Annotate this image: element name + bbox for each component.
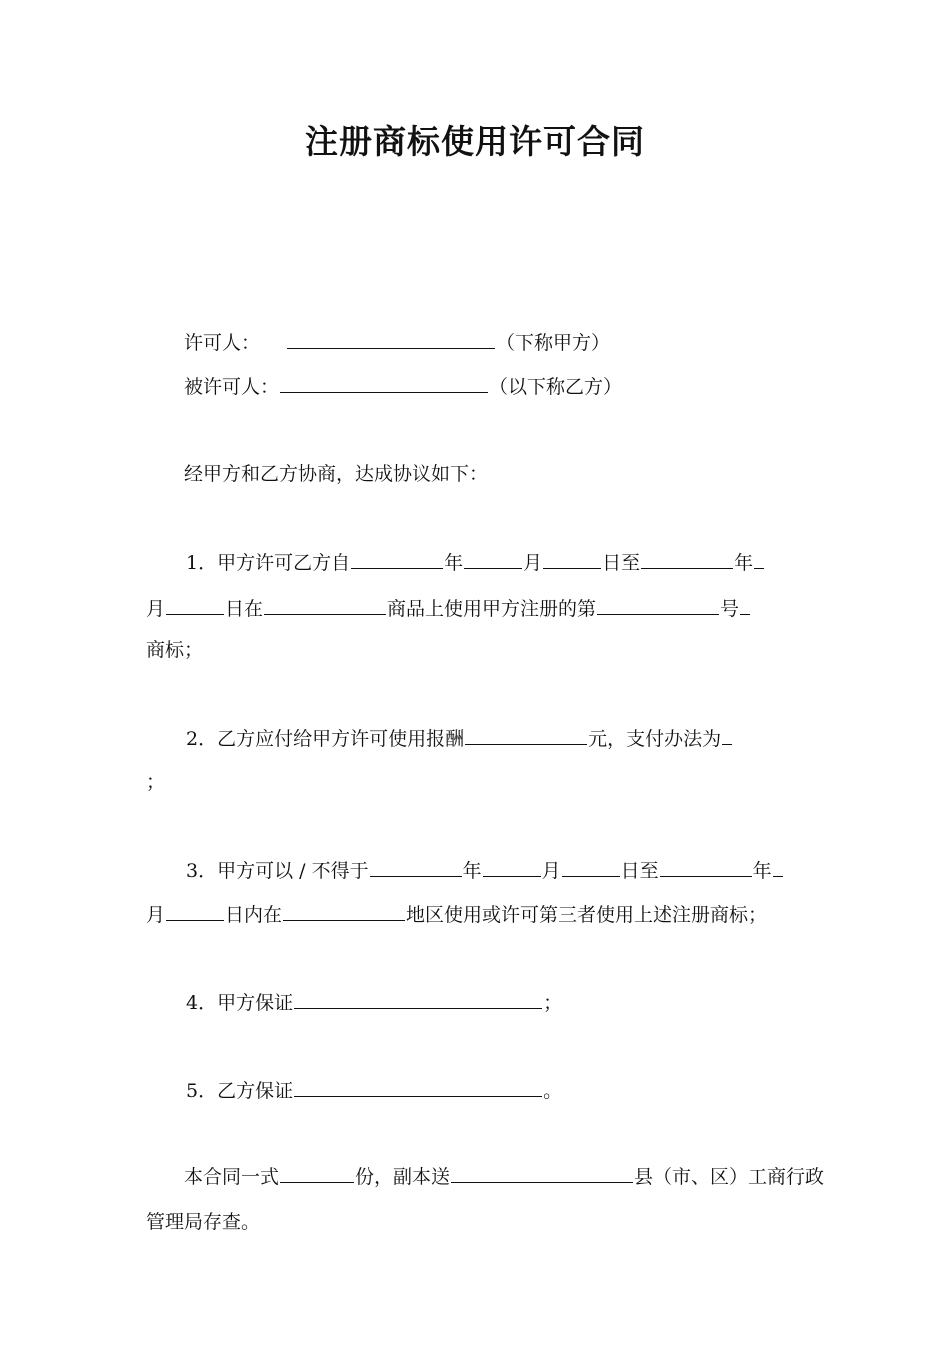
licensee-blank[interactable]: [280, 374, 488, 393]
clause1-start-day-blank[interactable]: [543, 550, 601, 569]
clause3-day-in-label: 日内在: [225, 904, 283, 926]
closing-text: 本合同一式: [184, 1166, 280, 1188]
clause3-day-to-label: 日至: [620, 860, 659, 882]
clause3-start-day-blank[interactable]: [562, 858, 620, 877]
clause1-end-day-blank[interactable]: [166, 596, 224, 615]
licensor-blank[interactable]: [287, 330, 495, 349]
closing-copies-text: 份，副本送: [355, 1166, 451, 1188]
clause1-year2-label: 年: [734, 552, 754, 574]
clause1-no-label: 号: [720, 598, 740, 620]
clause5-text: 乙方保证: [217, 1080, 294, 1102]
clause3-region-blank[interactable]: [283, 902, 405, 921]
clause1-number: 1．: [186, 552, 218, 574]
clause3-end-day-blank[interactable]: [166, 902, 224, 921]
clause1-extra-blank[interactable]: [740, 596, 750, 615]
licensor-suffix: （下称甲方）: [496, 332, 611, 354]
clause1-end-month-blank[interactable]: [754, 550, 764, 569]
clause4-text: 甲方保证: [217, 992, 294, 1014]
clause1-year-label: 年: [444, 552, 464, 574]
clause1-start-year-blank[interactable]: [351, 550, 443, 569]
clause3-end-year-blank[interactable]: [660, 858, 752, 877]
clause5-number: 5．: [186, 1080, 218, 1102]
clause3-number: 3．: [186, 860, 218, 882]
clause1-goods-blank[interactable]: [264, 596, 386, 615]
clause3-line2: [146, 902, 767, 927]
licensee-label: 被许可人：: [184, 376, 280, 398]
clause4-line: [186, 990, 562, 1015]
clause1-day-to-label: 日至: [602, 552, 641, 574]
clause5-guarantee-blank[interactable]: [294, 1078, 542, 1097]
clause3-text: 甲方可以 / 不得于: [217, 860, 369, 882]
clause4-number: 4．: [186, 992, 218, 1014]
clause2-yuan-text: 元，支付办法为: [588, 728, 722, 750]
closing-bureau-text: 县（市、区）工商行政: [634, 1166, 825, 1188]
clause2-line1: [186, 726, 733, 751]
clause3-year-label: 年: [462, 860, 482, 882]
clause5-line: [186, 1078, 562, 1103]
clause3-start-month-blank[interactable]: [483, 858, 541, 877]
clause1-line2: [146, 596, 751, 621]
licensee-suffix: （以下称乙方）: [489, 376, 623, 398]
closing-bureau-blank[interactable]: [451, 1164, 633, 1183]
clause1-reg-no-blank[interactable]: [597, 596, 719, 615]
clause2-text: 乙方应付给甲方许可使用报酬: [217, 728, 465, 750]
intro-text: 经甲方和乙方协商，达成协议如下：: [184, 463, 489, 485]
clause4-guarantee-blank[interactable]: [294, 990, 542, 1009]
clause3-month2-label: 月: [146, 904, 166, 926]
closing-copies-blank[interactable]: [280, 1164, 354, 1183]
clause1-line1: [186, 550, 765, 575]
clause3-start-year-blank[interactable]: [370, 858, 462, 877]
clause1-end-year-blank[interactable]: [641, 550, 733, 569]
document-title: 注册商标使用许可合同: [305, 122, 645, 161]
clause1-text: 甲方许可乙方自: [217, 552, 351, 574]
clause2-number: 2．: [186, 728, 218, 750]
clause3-line1: [186, 858, 784, 883]
clause1-day-at-label: 日在: [225, 598, 264, 620]
closing-line2: 管理局存查。: [146, 1211, 261, 1233]
clause5-end: 。: [543, 1080, 563, 1102]
clause3-year2-label: 年: [752, 860, 772, 882]
clause3-end-month-blank[interactable]: [773, 858, 783, 877]
clause1-month-label: 月: [523, 552, 543, 574]
clause2-fee-blank[interactable]: [465, 726, 587, 745]
licensor-label: 许可人：: [184, 332, 261, 354]
closing-line1: [184, 1164, 824, 1189]
clause3-month-label: 月: [541, 860, 561, 882]
clause1-line3: 商标；: [146, 639, 204, 661]
clause2-payment-blank[interactable]: [722, 726, 732, 745]
licensee-line: [184, 374, 622, 399]
licensor-line: [184, 330, 610, 355]
clause3-rest-text: 地区使用或许可第三者使用上述注册商标；: [406, 904, 768, 926]
clause1-goods-text: 商品上使用甲方注册的第: [387, 598, 597, 620]
clause2-line2: ；: [146, 771, 166, 793]
clause1-start-month-blank[interactable]: [464, 550, 522, 569]
clause1-month2-label: 月: [146, 598, 166, 620]
clause4-end: ；: [543, 992, 563, 1014]
